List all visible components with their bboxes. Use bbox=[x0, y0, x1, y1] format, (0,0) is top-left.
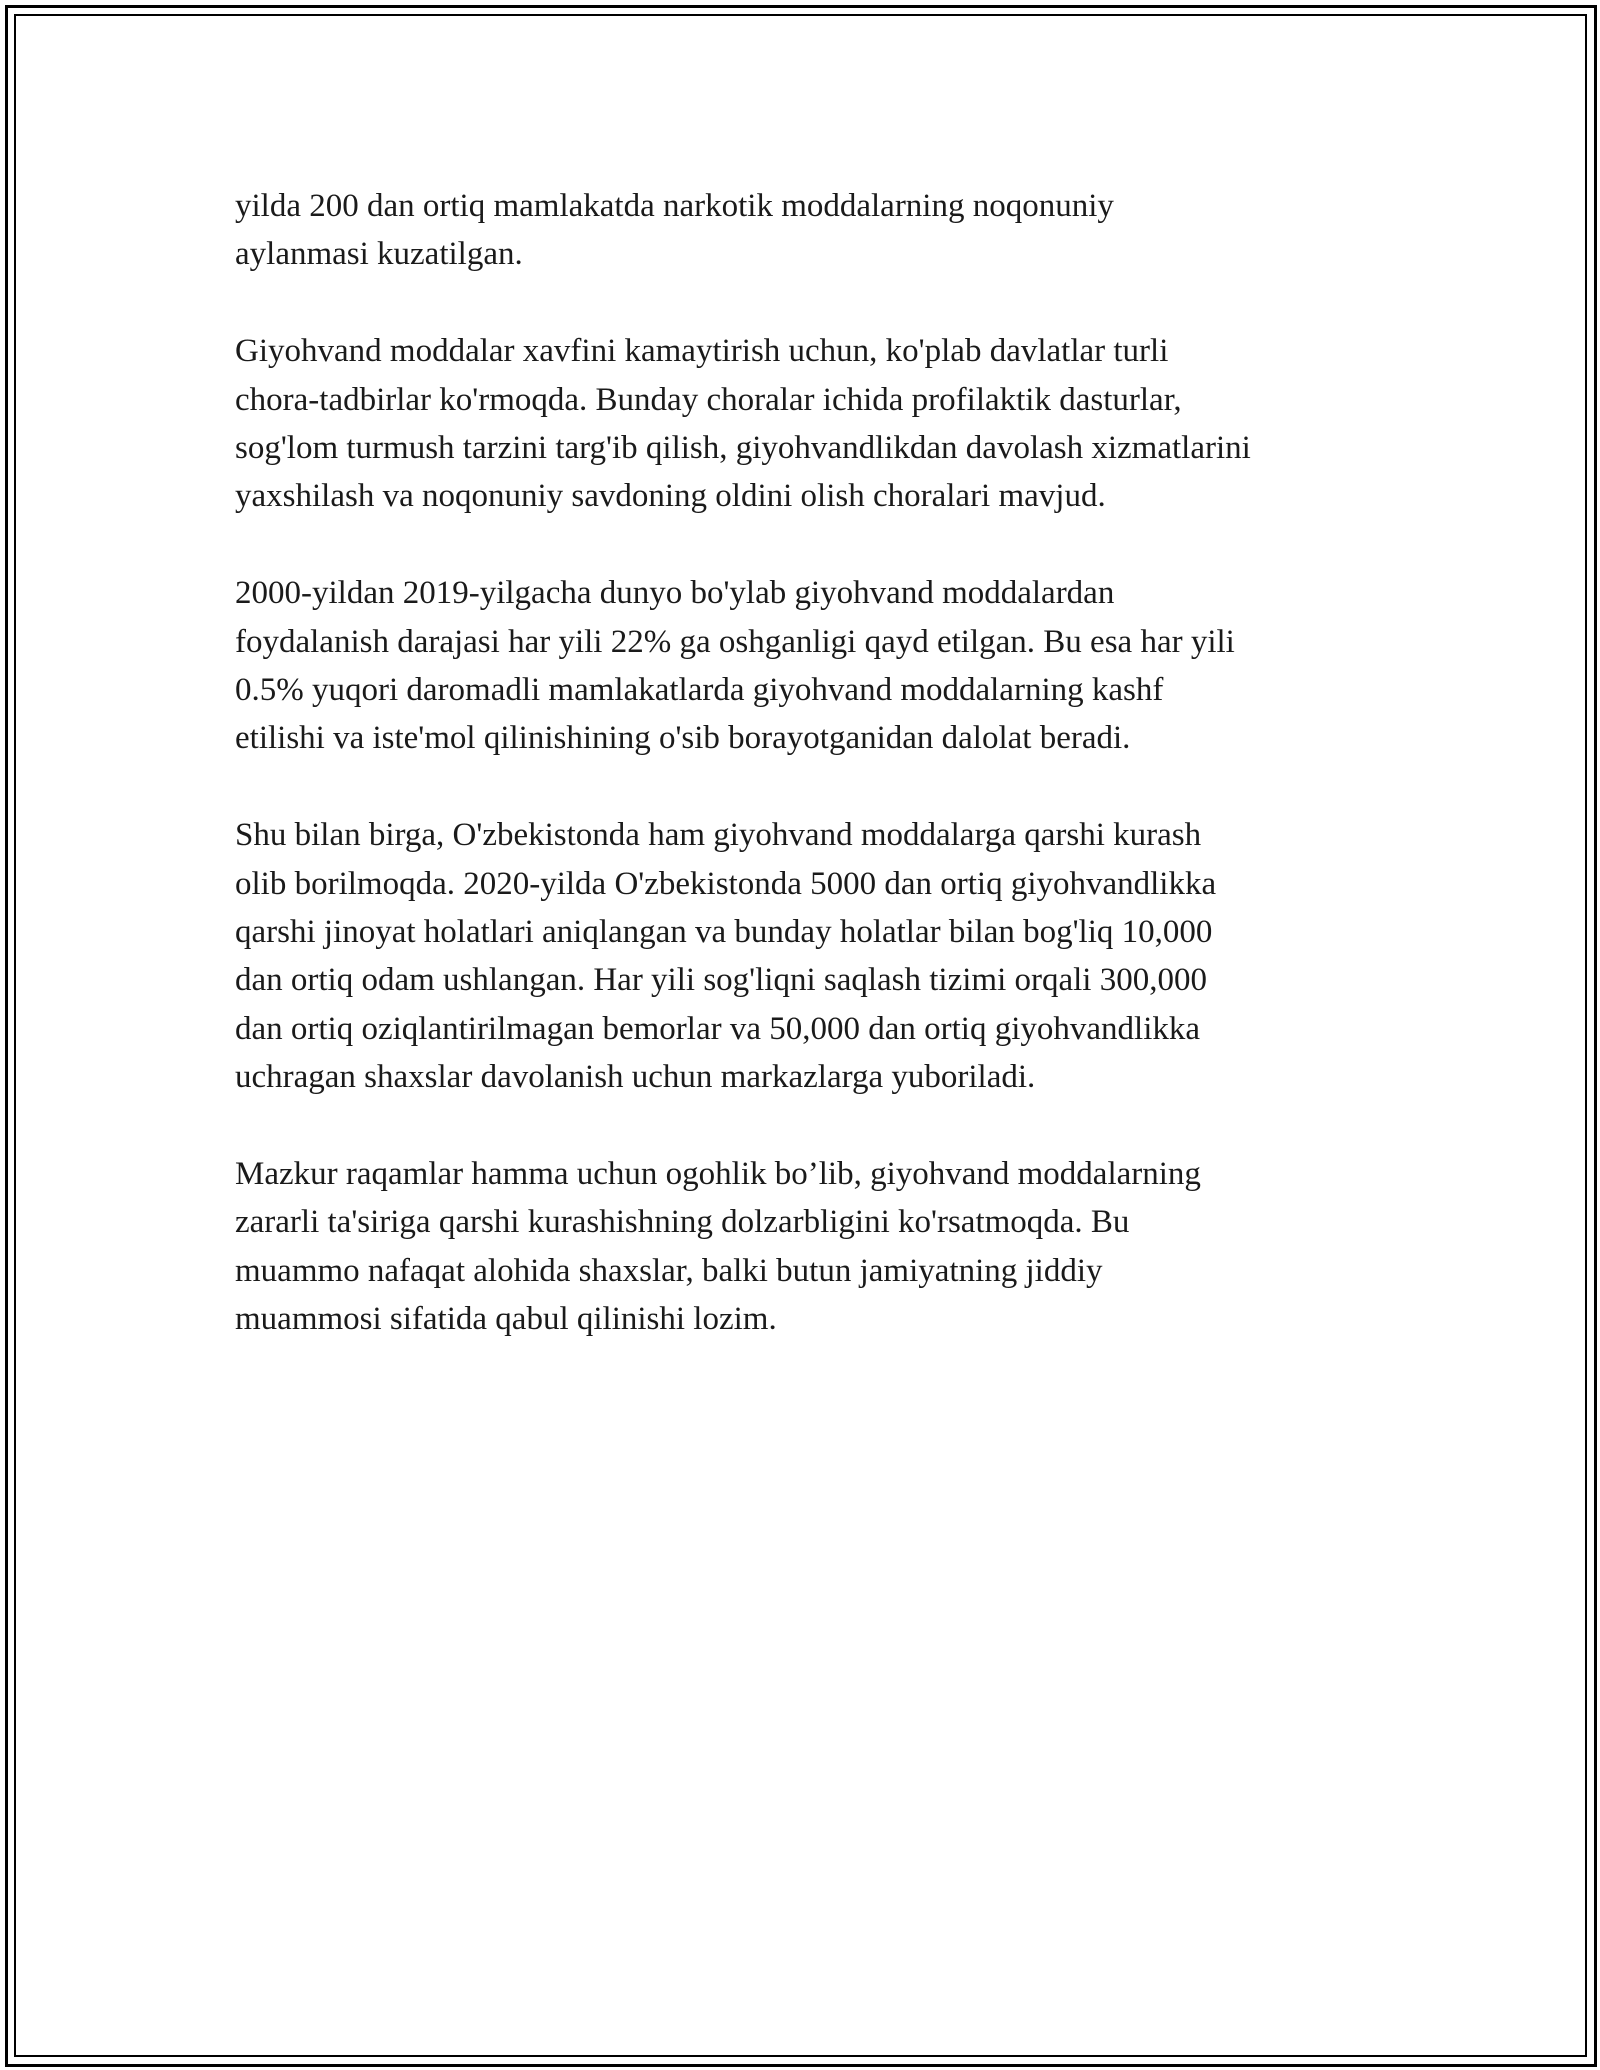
text-line: 0.5% yuqori daromadli mamlakatlarda giyohvand moddalarning kashf bbox=[235, 672, 1164, 709]
paragraph bbox=[235, 569, 1415, 763]
text-line: foydalanish darajasi har yili 22% ga oshganligi qayd etilgan. Bu esa har yili bbox=[235, 623, 1235, 660]
text-line: muammo nafaqat alohida shaxslar, balki butun jamiyatning jiddiy bbox=[235, 1252, 1103, 1289]
text-line: uchragan shaxslar davolanish uchun markazlarga yuboriladi. bbox=[235, 1059, 1036, 1096]
text-line: muammosi sifatida qabul qilinishi lozim. bbox=[235, 1301, 777, 1338]
text-line: aylanmasi kuzatilgan. bbox=[235, 236, 523, 273]
text-line: Mazkur raqamlar hamma uchun ogohlik bo’lib, giyohvand moddalarning bbox=[235, 1156, 1201, 1193]
text-line: sog'lom turmush tarzini targ'ib qilish, giyohvandlikdan davolash xizmatlarini bbox=[235, 430, 1251, 467]
text-line: dan ortiq odam ushlangan. Har yili sog'liqni saqlash tizimi orqali 300,000 bbox=[235, 962, 1207, 999]
text-line: Giyohvand moddalar xavfini kamaytirish uchun, ko'plab davlatlar turli bbox=[235, 333, 1169, 370]
paragraph bbox=[235, 182, 1415, 279]
text-line: chora-tadbirlar ko'rmoqda. Bunday choralar ichida profilaktik dasturlar, bbox=[235, 381, 1182, 418]
document-body bbox=[235, 182, 1415, 1392]
paragraph bbox=[235, 1150, 1415, 1344]
text-line: zararli ta'siriga qarshi kurashishning dolzarbligini ko'rsatmoqda. Bu bbox=[235, 1204, 1130, 1241]
text-line: yaxshilash va noqonuniy savdoning oldini olish choralari mavjud. bbox=[235, 478, 1106, 515]
paragraph bbox=[235, 811, 1415, 1101]
text-line: qarshi jinoyat holatlari aniqlangan va bunday holatlar bilan bog'liq 10,000 bbox=[235, 914, 1213, 951]
text-line: olib borilmoqda. 2020-yilda O'zbekistonda 5000 dan ortiq giyohvandlikka bbox=[235, 865, 1217, 902]
text-line: Shu bilan birga, O'zbekistonda ham giyohvand moddalarga qarshi kurash bbox=[235, 817, 1202, 854]
text-line: 2000-yildan 2019-yilgacha dunyo bo'ylab giyohvand moddalardan bbox=[235, 575, 1115, 612]
text-line: etilishi va iste'mol qilinishining o'sib borayotganidan dalolat beradi. bbox=[235, 720, 1131, 757]
paragraph bbox=[235, 327, 1415, 521]
text-line: dan ortiq oziqlantirilmagan bemorlar va 50,000 dan ortiq giyohvandlikka bbox=[235, 1010, 1201, 1047]
text-line: yilda 200 dan ortiq mamlakatda narkotik moddalarning noqonuniy bbox=[235, 188, 1114, 224]
